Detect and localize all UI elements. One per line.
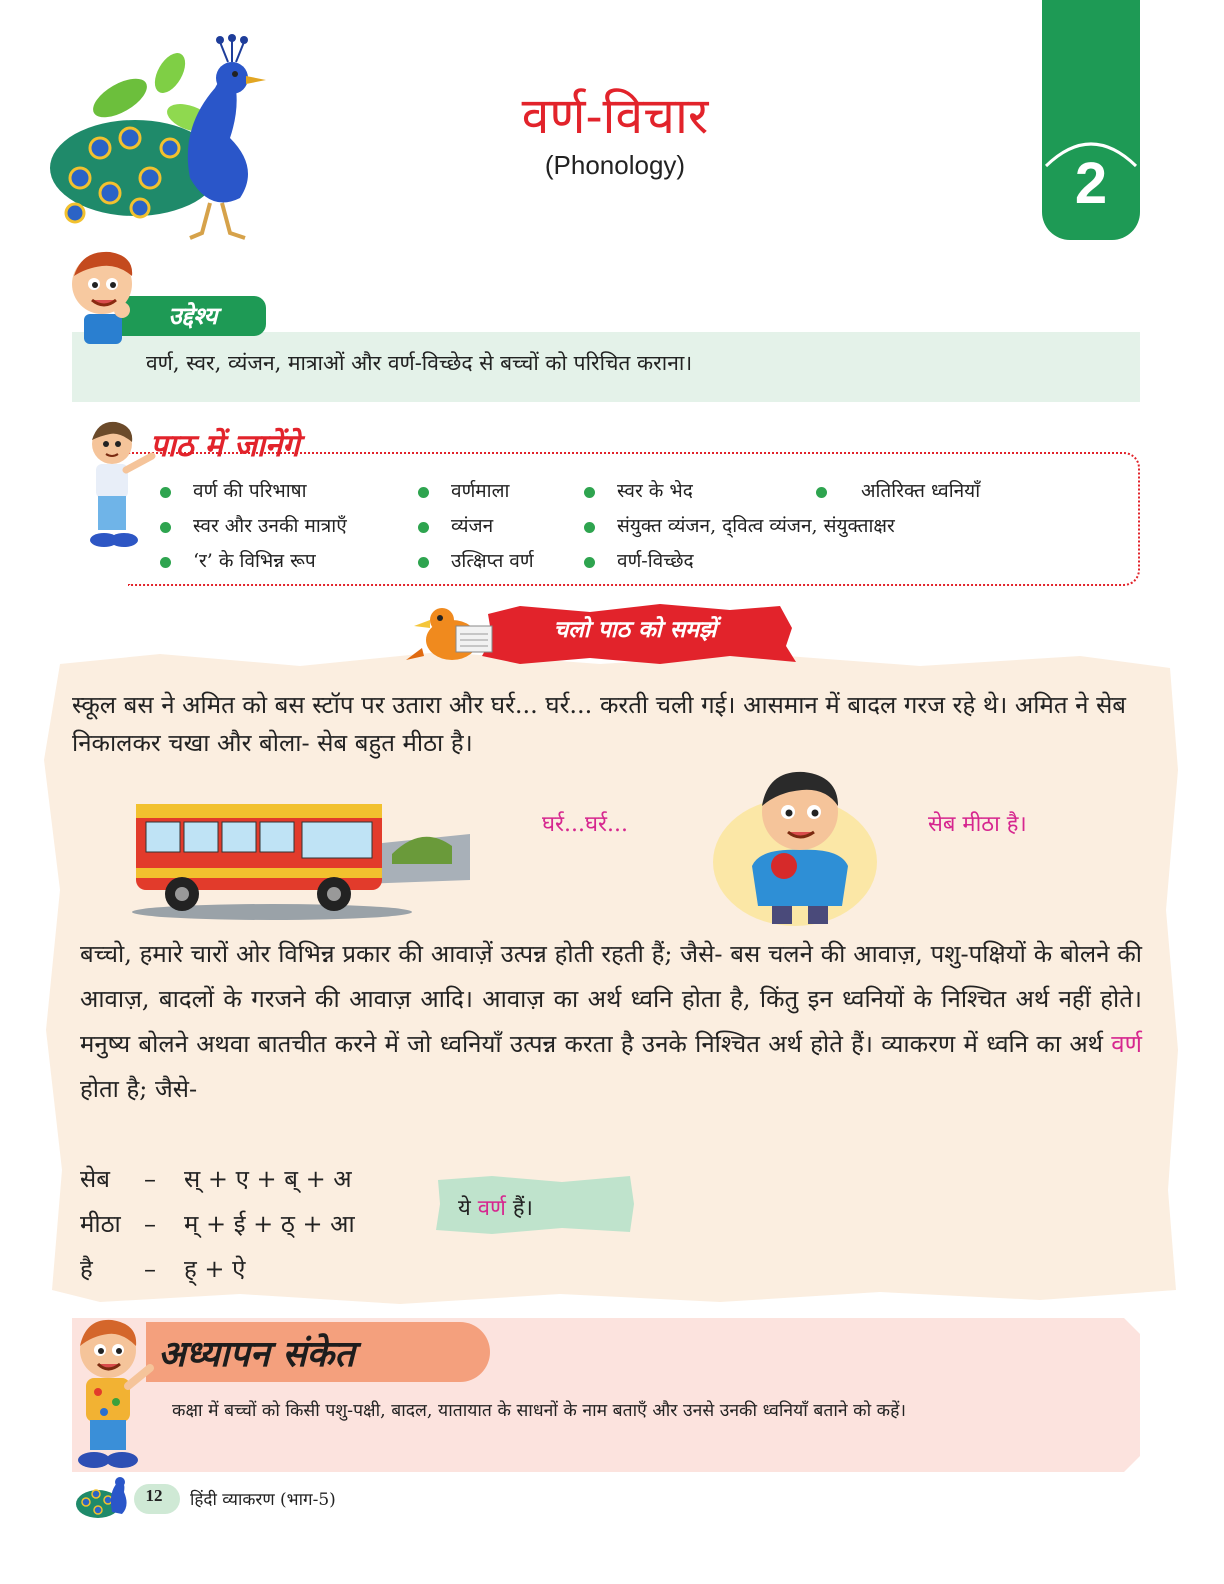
topic-item: अतिरिक्त ध्वनियाँ — [816, 477, 980, 503]
example-row: सेब – स् + ए + ब् + अ — [80, 1165, 352, 1193]
topic-item: ‘र’ के विभिन्न रूप — [160, 547, 316, 573]
objective-text: वर्ण, स्वर, व्यंजन, मात्राओं और वर्ण-विच्छेद से बच्चों को परिचित कराना। — [146, 351, 693, 375]
bullet-icon — [418, 522, 429, 533]
explanation-paragraph: बच्चो, हमारे चारों ओर विभिन्न प्रकार की आवाज़ें उत्पन्न होती रहती हैं; जैसे- बस चलने की आवाज़, पशु-पक्षियों के बोलने की आवाज़, बादलों के गरजने की आवाज़ आदि। आवाज़ का अर्थ ध्वनि होता है, किंतु इन ध्वनियों के निश्चित अर्थ नहीं होते। मनुष्य बोलने अथवा बातचीत करने में जो ध्वनियाँ उत्पन्न करता है उनके निश्चित अर्थ होते हैं। व्याकरण में ध्वनि का अर्थ वर्ण होता है; जैसे- — [80, 940, 1142, 1103]
topic-item: वर्णमाला — [418, 477, 509, 503]
school-bus-illustration — [122, 784, 470, 922]
bullet-icon — [160, 557, 171, 568]
waving-boy-illustration — [70, 1316, 160, 1472]
boy-mascot-illustration — [62, 246, 154, 350]
bullet-icon — [584, 487, 595, 498]
learn-title: पाठ में जानेंगे — [150, 428, 300, 464]
topic-item: वर्ण की परिभाषा — [160, 477, 307, 503]
topic-item: स्वर के भेद — [584, 477, 693, 503]
topic-item: उत्क्षिप्त वर्ण — [418, 547, 534, 573]
bird-reading-illustration — [402, 604, 498, 666]
chapter-number: 2 — [1074, 151, 1108, 216]
book-title: हिंदी व्याकरण (भाग-5) — [190, 1490, 336, 1510]
bullet-icon — [160, 522, 171, 533]
bullet-icon — [816, 487, 827, 498]
bullet-icon — [584, 557, 595, 568]
pointing-boy-illustration — [80, 420, 156, 550]
teaching-title: अध्यापन संकेत — [158, 1333, 355, 1375]
story-paragraph: स्कूल बस ने अमित को बस स्टॉप पर उतारा और घर्र... घर्र... करती चली गई। आसमान में बादल गरज रहे थे। अमित ने सेब निकालकर चखा और बोला- सेब बहुत मीठा है। — [72, 691, 1127, 757]
highlight-varna: वर्ण — [1111, 1030, 1142, 1058]
peacock-illustration — [40, 28, 300, 243]
note-highlight: वर्ण — [477, 1196, 506, 1221]
boy-speech-text: सेब मीठा है। — [928, 812, 1027, 837]
example-row: है – ह् + ऐ — [80, 1255, 246, 1283]
topic-item: स्वर और उनकी मात्राएँ — [160, 512, 347, 538]
bullet-icon — [418, 557, 429, 568]
teaching-text: कक्षा में बच्चों को किसी पशु-पक्षी, बादल, यातायात के साधनों के नाम बताएँ और उनसे उनकी ध्वनियाँ बताने को कहें। — [172, 1401, 907, 1421]
banner-title: चलो पाठ को समझें — [553, 616, 717, 643]
chapter-subtitle: (Phonology) — [544, 150, 686, 180]
note-text: ये वर्ण हैं। — [458, 1196, 533, 1221]
bullet-icon — [418, 487, 429, 498]
boy-eating-apple-illustration — [730, 766, 866, 926]
example-row: मीठा – म् + ई + ठ् + आ — [80, 1210, 355, 1238]
bus-sound-text: घर्र...घर्र... — [542, 812, 628, 837]
page-number: 12 — [145, 1486, 163, 1505]
objective-label: उद्देश्य — [120, 296, 266, 336]
chapter-title: वर्ण-विचार — [521, 87, 709, 145]
topic-item: संयुक्त व्यंजन, द्‌वित्व व्यंजन, संयुक्ताक्षर — [584, 512, 895, 538]
topic-item: व्यंजन — [418, 512, 493, 538]
topic-item: वर्ण-विच्छेद — [584, 547, 694, 573]
bullet-icon — [160, 487, 171, 498]
footer-peacock-icon — [74, 1472, 134, 1524]
bullet-icon — [584, 522, 595, 533]
